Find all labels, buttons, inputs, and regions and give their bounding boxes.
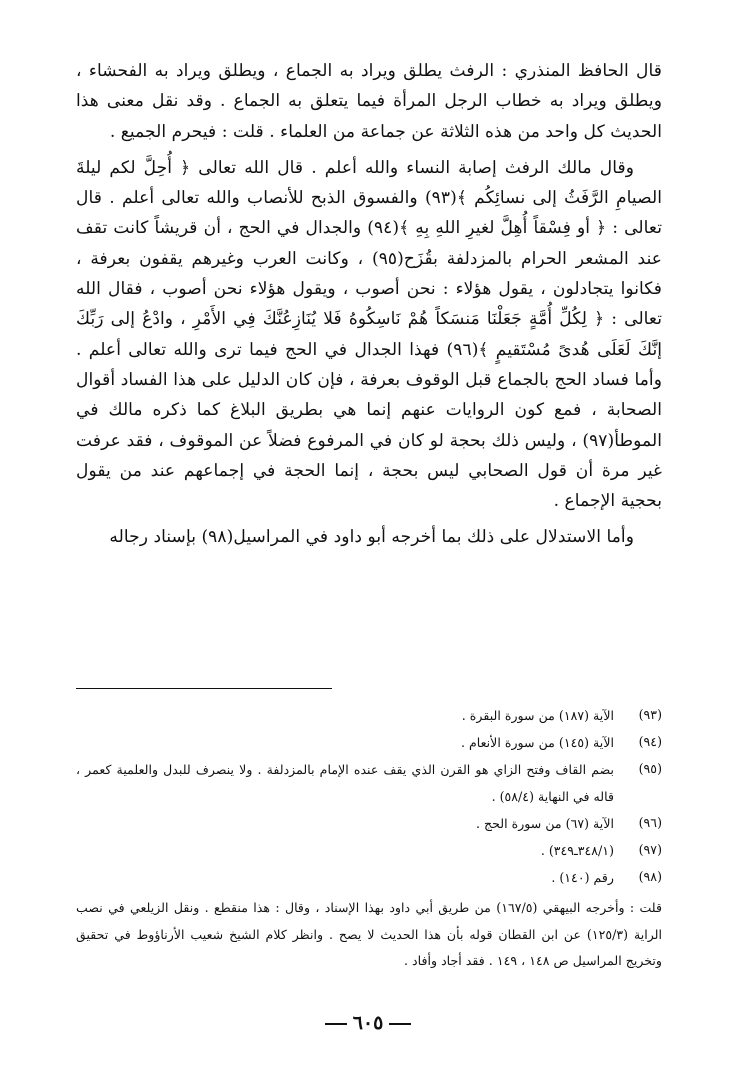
footnote-text: بضم القاف وفتح الزاي هو القرن الذي يقف عنده الإمام بالمزدلفة . ولا ينصرف للبدل والعلمية كعمر ، قاله في النهاية (٥٨/٤) . [76,762,614,804]
footnote-93 [76,702,662,729]
page-number-footer [0,1008,736,1038]
footnote-number: (٩٥) [638,761,662,776]
paragraph-3: وأما الاستدلال على ذلك بما أخرجه أبو داود في المراسيل(٩٨) بإسناد رجاله [109,527,634,548]
page-number-dash [389,1023,411,1025]
paragraph-1: قال الحافظ المنذري : الرفث يطلق ويراد به الجماع ، ويطلق ويراد به الفحشاء ، ويطلق ويراد به خطاب الرجل المرأة فيما يتعلق به الجماع . وقد نقل معنى هذا الحديث كل واحد من هذه الثلاثة عن جماعة من العلماء . قلت : فيحرم الجميع . [76,61,662,142]
editor-comment: قلت : وأخرجه البيهقي (١٦٧/٥) من طريق أبي داود بهذا الإسناد ، وقال : هذا منقطع . ونقل الزيلعي في نصب الراية (١٢٥/٣) عن ابن القطان قوله بأن هذا الحديث لا يصح . وانظر كلام الشيخ شعيب الأرناؤوط في تحقيق وتخريج المراسيل ص ١٤٨ ، ١٤٩ . فقد أجاد وأفاد . [76,900,663,968]
footnote-94 [76,729,662,756]
footnote-number: (٩٧) [638,842,662,857]
footnote-number: (٩٣) [638,707,662,722]
footnote-text: الآية (٦٧) من سورة الحج . [476,816,614,831]
page-number: ٦٠٥ [352,1012,384,1034]
footnote-text: الآية (١٤٥) من سورة الأنعام . [460,735,614,750]
footnotes [76,702,662,975]
page-number-dash [325,1023,347,1025]
footnote-number: (٩٤) [638,734,662,749]
footnote-98 [76,864,662,891]
footnote-96 [76,810,662,837]
main-text [76,56,662,553]
footnote-text: (٣٤٨/١ـ٣٤٩) . [540,843,614,858]
footnote-95 [76,756,662,810]
paragraph-2: وقال مالك الرفث إصابة النساء والله أعلم . قال الله تعالى ﴿ أُحِلَّ لكم ليلةَ الصيامِ الرَّفَثُ إلى نسائِكُم ﴾(٩٣) والفسوق الذبح للأنصاب والله تعالى أعلم . قال تعالى : ﴿ أو فِسْقاً أُهِلَّ لغيرِ اللهِ بِهِ ﴾(٩٤) والجدال في الحج ، أن قريشاً كانت تقف عند المشعر الحرام بالمزدلفة بقُزَح(٩٥) ، وكانت العرب وغيرهم يقفون بعرفة ، فكانوا يتجادلون ، يقول هؤلاء : نحن أصوب ، ويقول هؤلاء نحن أصوب ، فقال الله تعالى : ﴿ لِكُلِّ أُمَّةٍ جَعَلْنَا مَنسَكاً هُمْ نَاسِكُوهُ فَلا يُنَازِعُنَّكَ فِي الأَمْرِ ، وادْعُ إلى رَبِّكَ إنَّكَ لَعَلَى هُدىً مُسْتَقيمٍ ﴾(٩٦) فهذا الجدال في الحج فيما ترى والله تعالى أعلم . وأما فساد الحج بالجماع قبل الوقوف بعرفة ، فإن كان الدليل على هذا الفساد أقوال الصحابة ، فمع كون الروايات عنهم إنما هي بطريق البلاغ كما ذكره مالك في الموطأ(٩٧) ، وليس ذلك بحجة لو كان في المرفوع فضلاً عن الموقوف ، فقد عرفت غير مرة أن قول الصحابي ليس بحجة ، إنما الحجة في إجماعهم عند من يقول بحجية الإجماع . [76,157,663,512]
footnote-separator [76,688,332,689]
footnote-text: رقم (١٤٠) . [551,870,614,885]
footnote-number: (٩٨) [638,869,662,884]
footnote-97 [76,837,662,864]
footnote-text: الآية (١٨٧) من سورة البقرة . [461,708,614,723]
footnote-number: (٩٦) [638,815,662,830]
